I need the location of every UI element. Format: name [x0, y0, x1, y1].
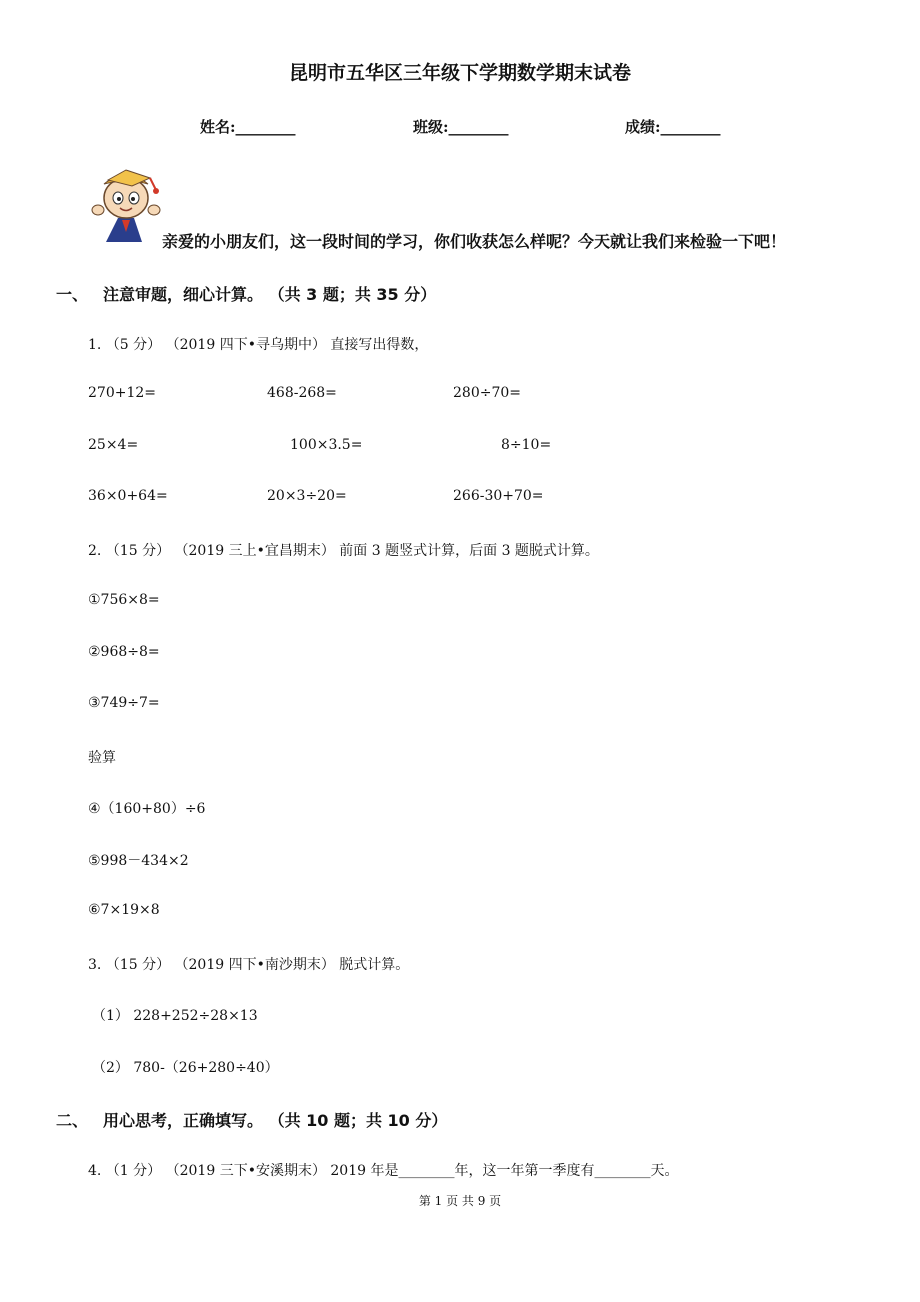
page-title: 昆明市五华区三年级下学期数学期末试卷	[288, 62, 631, 84]
question-4-text: 4. （1 分） （2019 三下•安溪期末） 2019 年是________年，这一年第一季度有________天。	[88, 1163, 679, 1179]
section-2-number: 二、	[56, 1111, 89, 1130]
section-1-title: 注意审题，细心计算。 （共 3 题；共 35 分）	[103, 285, 437, 304]
section-2-title: 用心思考，正确填写。 （共 10 题；共 10 分）	[103, 1111, 448, 1130]
question-3-header: 3. （15 分） （2019 四下•南沙期末） 脱式计算。	[88, 957, 410, 973]
calc-item: 100×3.5=	[290, 437, 363, 453]
name-field: 姓名:________	[200, 118, 296, 136]
calc-item: 20×3÷20=	[267, 488, 347, 504]
page-footer: 第 1 页 共 9 页	[418, 1194, 502, 1208]
mascot-icon	[88, 166, 170, 246]
calc-item: ⑤998－434×2	[88, 853, 189, 869]
calc-item: 270+12=	[88, 385, 156, 401]
calc-item: 25×4=	[88, 437, 139, 453]
calc-item: ①756×8=	[88, 592, 160, 608]
calc-item: ④（160+80）÷6	[88, 801, 206, 817]
verify-label: 验算	[88, 750, 116, 766]
calc-item: 280÷70=	[453, 385, 521, 401]
calc-item: （1） 228+252÷28×13	[92, 1008, 258, 1024]
greeting-text: 亲爱的小朋友们，这一段时间的学习，你们收获怎么样呢？今天就让我们来检验一下吧！	[162, 232, 787, 251]
calc-item: 266-30+70=	[453, 488, 544, 504]
calc-item: ⑥7×19×8	[88, 902, 160, 918]
class-field: 班级:________	[413, 118, 509, 136]
calc-item: 36×0+64=	[88, 488, 168, 504]
calc-item: 468-268=	[267, 385, 337, 401]
calc-item: ③749÷7=	[88, 695, 160, 711]
calc-item: ②968÷8=	[88, 644, 160, 660]
calc-item: （2） 780-（26+280÷40）	[92, 1060, 279, 1076]
calc-item: 8÷10=	[501, 437, 552, 453]
score-field: 成绩:________	[625, 118, 721, 136]
question-2-header: 2. （15 分） （2019 三上•宜昌期末） 前面 3 题竖式计算，后面 3 题脱式计算。	[88, 543, 599, 559]
section-1-number: 一、	[56, 285, 89, 304]
question-1-header: 1. （5 分） （2019 四下•寻乌期中） 直接写出得数，	[88, 337, 429, 353]
